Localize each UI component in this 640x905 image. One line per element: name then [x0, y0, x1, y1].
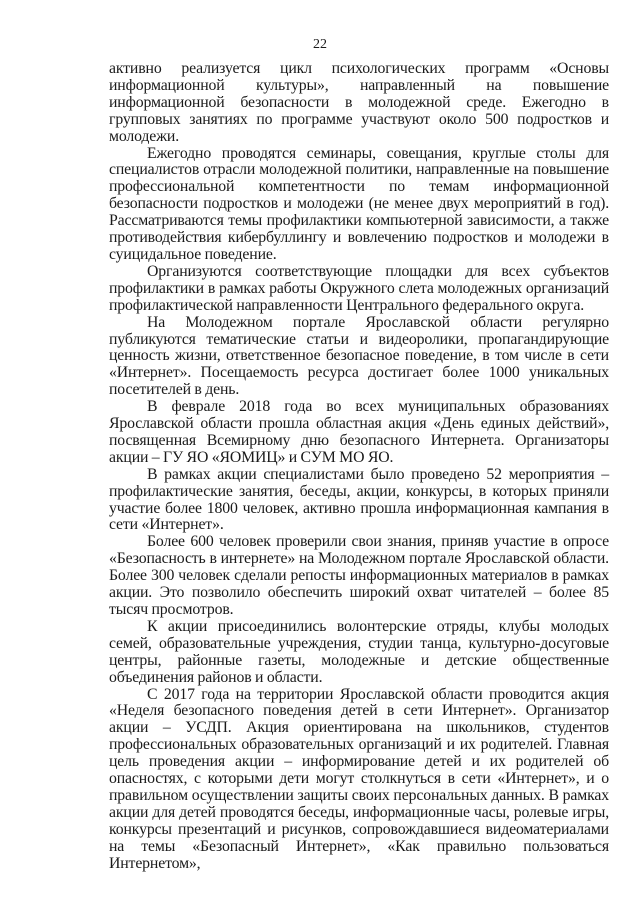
paragraph-safety-week: С 2017 года на территории Ярославской области проводится акция «Неделя безопасного поведения детей в сети Интернет». Организатор акции – УСДП. Акция ориентирована на школьников, студентов профессиональных образовательных организаций и их родителей. Главная цель проведения акции – информирование детей и их родителей об опасностях, с которыми дети могут столкнуться в сети «Интернет», и о правильном осуществлении защиты своих персональных данных. В рамках акции для детей проводятся беседы, информационные часы, ролевые игры, конкурсы презентаций и рисунков, сопровождавшиеся видеоматериалами на темы «Безопасный Интернет», «Как правильно пользоваться Интернетом», [109, 685, 609, 872]
paragraph-survey: Более 600 человек проверили свои знания, приняв участие в опросе «Безопасность в интернете» на Молодежном портале Ярославской области. Более 300 человек сделали репосты информационных материалов в рамках акции. Это позволило обеспечить широкий охват читателей – более 85 тысяч просмотров. [109, 533, 609, 618]
paragraph-seminars: Ежегодно проводятся семинары, совещания, круглые столы для специалистов отрасли молодежной политики, направленные на повышение профессиональной компетентности по темам информационной безопасности подростков и молодежи (не менее двух мероприятий в год). Рассматриваются темы профилактики компьютерной зависимости, а также противодействия кибербуллингу и вовлечению подростков и молодежи в суицидальное поведение. [109, 144, 609, 263]
paragraph-platforms: Организуются соответствующие площадки для всех субъектов профилактики в рамках работы Окружного слета молодежных организаций профилактической направленности Центрального федерального округа. [109, 262, 609, 314]
page-number: 22 [313, 37, 327, 52]
paragraph-youth-portal: На Молодежном портале Ярославской области регулярно публикуются тематические статьи и видеоролики, пропагандирующие ценность жизни, ответственное безопасное поведение, в том числе в сети «Интернет». Посещаемость ресурса достигает более 1000 уникальных посетителей в день. [109, 313, 609, 399]
paragraph-continuation: активно реализуется цикл психологических программ «Основы информационной культуры», направленный на повышение информационной безопасности в молодежной среде. Ежегодно в групповых занятиях по программе участвуют около 500 подростков и молодежи. [109, 60, 609, 145]
paragraph-day-of-action: В феврале 2018 года во всех муниципальных образованиях Ярославской области прошла областная акция «День единых действий», посвященная Всемирному дню безопасного Интернета. Организаторы акции – ГУ ЯО «ЯОМИЦ» и СУМ МО ЯО. [109, 398, 609, 466]
paragraph-action-events: В рамках акции специалистами было проведено 52 мероприятия – профилактические занятия, беседы, акции, конкурсы, в которых приняли участие более 1800 человек, активно прошла информационная кампания в сети «Интернет». [109, 465, 609, 534]
document-body [109, 61, 609, 873]
paragraph-participants: К акции присоединились волонтерские отряды, клубы молодых семей, образовательные учреждения, студии танца, культурно-досуговые центры, районные газеты, молодежные и детские общественные объединения районов и области. [109, 617, 609, 686]
